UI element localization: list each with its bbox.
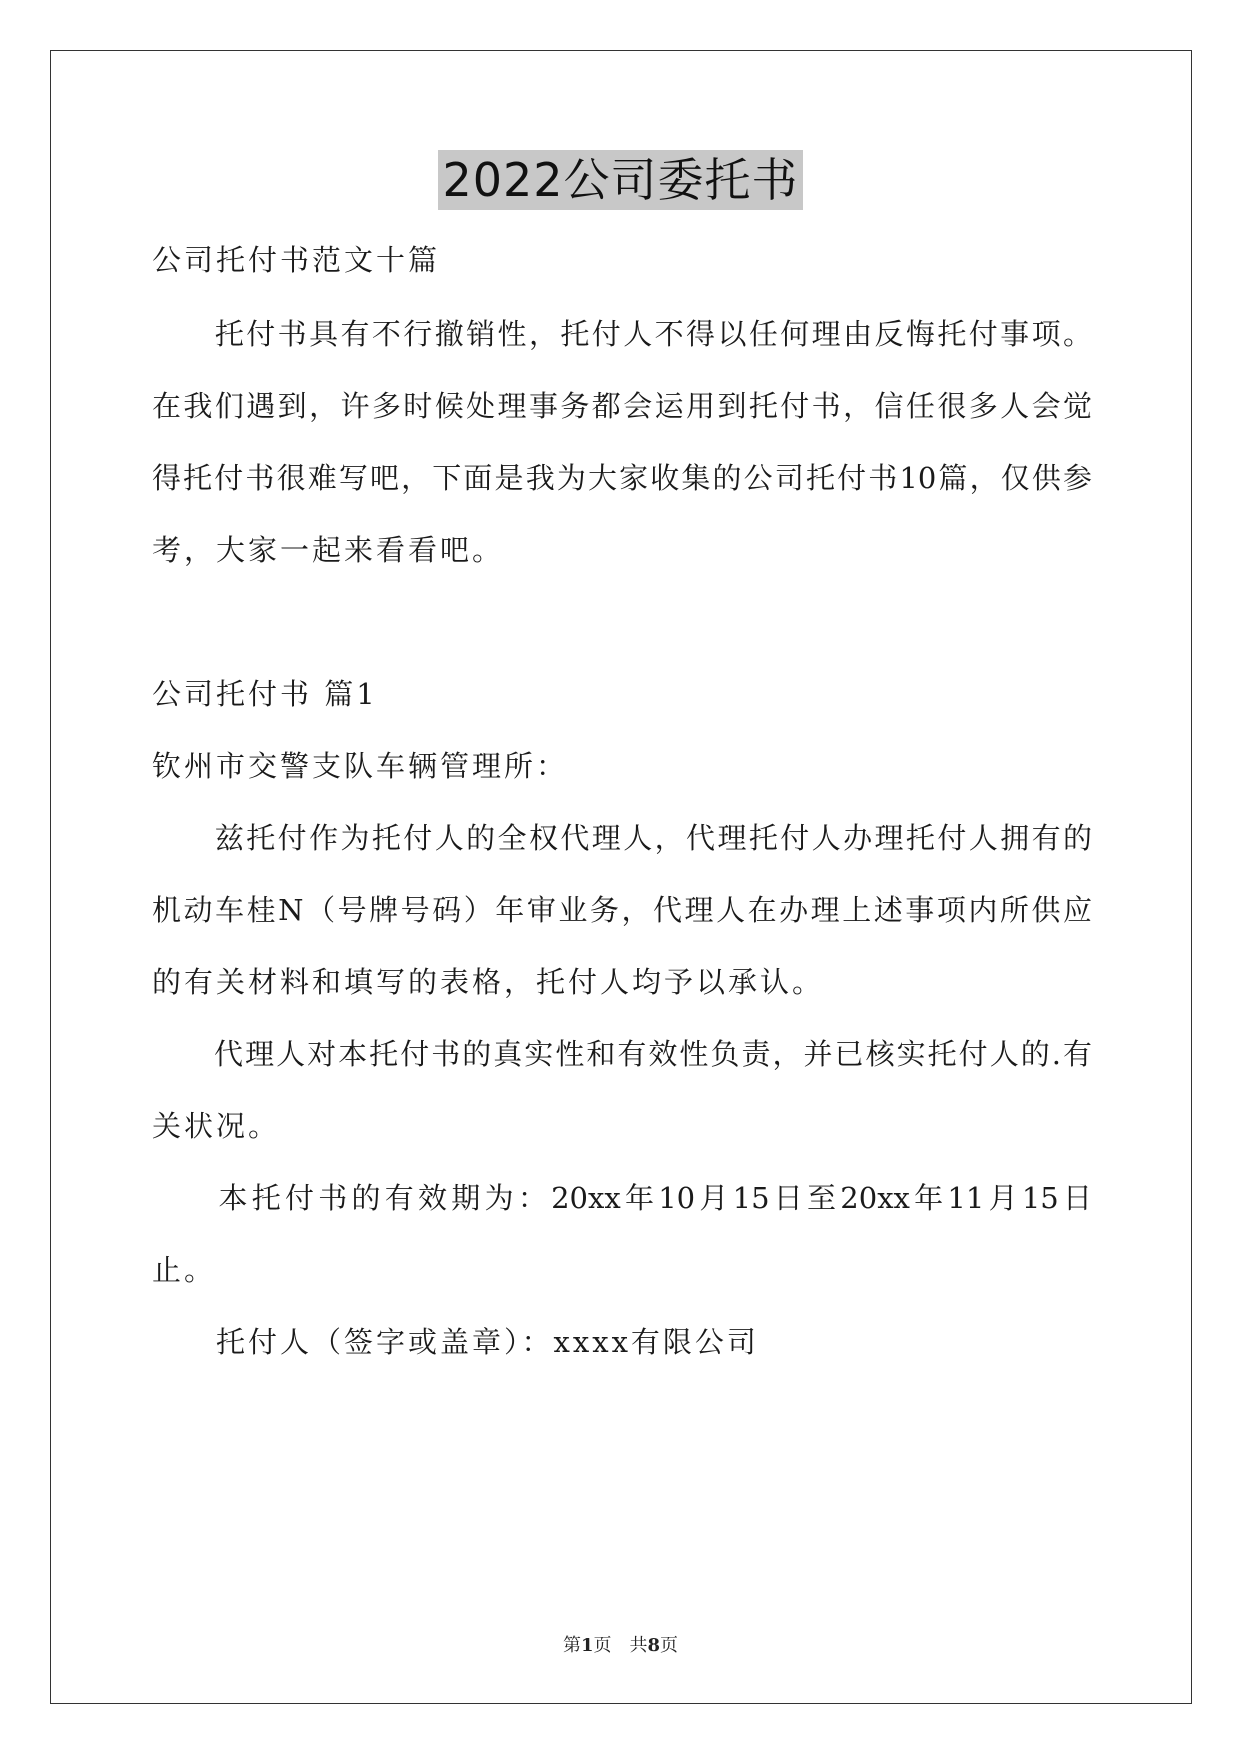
- title-container: [0, 150, 1241, 210]
- footer-suffix: 页: [660, 1635, 679, 1656]
- intro-line-3: 得托付书很难写吧，下面是我为大家收集的公司托付书10篇，仅供参: [152, 461, 1092, 495]
- section-heading: 公司托付书 篇1: [152, 677, 378, 711]
- page-border: [50, 50, 1192, 1704]
- body-line-3: 的有关材料和填写的表格，托付人均予以承认。: [152, 965, 825, 999]
- body-line-6: 本托付书的有效期为：20xx年10月15日至20xx年11月15日: [152, 1181, 1092, 1215]
- subtitle: 公司托付书范文十篇: [152, 243, 441, 277]
- body-line-5: 关状况。: [152, 1109, 281, 1143]
- page-footer: [0, 1634, 1241, 1658]
- body-line-4: 代理人对本托付书的真实性和有效性负责，并已核实托付人的.有: [152, 1037, 1092, 1071]
- body-line-1: 兹托付作为托付人的全权代理人，代理托付人办理托付人拥有的: [152, 821, 1092, 855]
- body-line-7: 止。: [152, 1253, 217, 1287]
- intro-line-1: 托付书具有不行撤销性，托付人不得以任何理由反悔托付事项。: [152, 317, 1092, 351]
- intro-line-2: 在我们遇到，许多时候处理事务都会运用到托付书，信任很多人会觉: [152, 389, 1092, 423]
- body-line-2: 机动车桂N（号牌号码）年审业务，代理人在办理上述事项内所供应: [152, 893, 1092, 927]
- footer-page-number: 1: [580, 1635, 594, 1656]
- footer-middle: 页 共: [593, 1635, 648, 1656]
- body-line-8: 托付人（签字或盖章）：xxxx有限公司: [152, 1325, 759, 1359]
- footer-total-pages: 8: [647, 1635, 661, 1656]
- footer-prefix: 第: [562, 1635, 581, 1656]
- addressee: 钦州市交警支队车辆管理所：: [152, 749, 569, 783]
- document-title: 2022公司委托书: [438, 150, 802, 210]
- intro-line-4: 考，大家一起来看看吧。: [152, 533, 505, 567]
